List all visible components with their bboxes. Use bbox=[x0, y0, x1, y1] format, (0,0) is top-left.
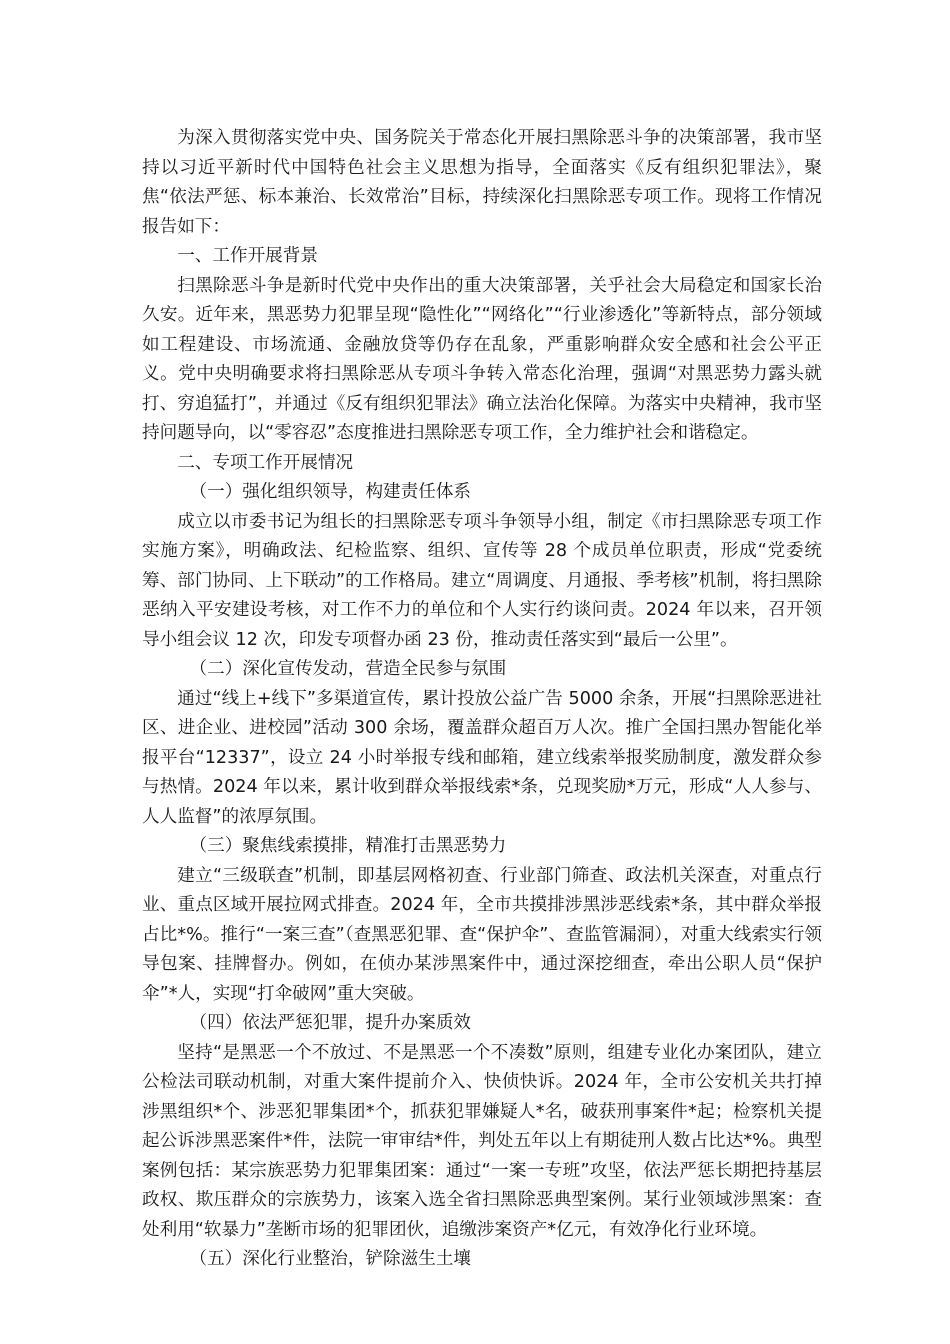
subsection-heading-2: （二）深化宣传发动，营造全民参与氛围 bbox=[189, 659, 507, 679]
intro-paragraph: 为深入贯彻落实党中央、国务院关于常态化开展扫黑除恶斗争的决策部署，我市坚持以习近平新时代中国特色社会主义思想为指导，全面落实《反有组织犯罪法》，聚焦“依法严惩、标本兼治、长效常治”目标，持续深化扫黑除恶专项工作。现将工作情况报告如下： bbox=[142, 128, 822, 237]
background-paragraph: 扫黑除恶斗争是新时代党中央作出的重大决策部署，关乎社会大局稳定和国家长治久安。近年来，黑恶势力犯罪呈现“隐性化”“网络化”“行业渗透化”等新特点，部分领域如工程建设、市场流通、金融放贷等仍存在乱象，严重影响群众安全感和社会公平正义。党中央明确要求将扫黑除恶从专项斗争转入常态化治理，强调“对黑恶势力露头就打、穷追猛打”，并通过《反有组织犯罪法》确立法治化保障。为落实中央精神，我市坚持问题导向，以“零容忍”态度推进扫黑除恶专项工作，全力维护社会和谐稳定。 bbox=[142, 275, 822, 443]
subsection-heading-1: （一）强化组织领导，构建责任体系 bbox=[189, 482, 472, 502]
subsection-heading-4: （四）依法严惩犯罪，提升办案质效 bbox=[189, 1013, 472, 1033]
subsection-paragraph-4: 坚持“是黑恶一个不放过、不是黑恶一个不凑数”原则，组建专业化办案团队，建立公检法司联动机制，对重大案件提前介入、快侦快诉。2024 年，全市公安机关共打掉涉黑组织*个、涉恶犯罪集团*个，抓获犯罪嫌疑人*名，破获刑事案件*起；检察机关提起公诉涉黑恶案件*件，法院一审审结*件，判处五年以上有期徒刑人数占比达*%。典型案例包括：某宗族恶势力犯罪集团案：通过“一案一专班”攻坚，依法严惩长期把持基层政权、欺压群众的宗族势力，该案入选全省扫黑除恶典型案例。某行业领域涉黑案：查处利用“软暴力”垄断市场的犯罪团伙，追缴涉案资产*亿元，有效净化行业环境。 bbox=[142, 1042, 822, 1240]
section-heading-background: 一、工作开展背景 bbox=[177, 246, 318, 266]
subsection-heading-3: （三）聚焦线索摸排，精准打击黑恶势力 bbox=[189, 836, 507, 856]
subsection-heading-5: （五）深化行业整治，铲除滋生土壤 bbox=[189, 1249, 472, 1269]
subsection-paragraph-2: 通过“线上+线下”多渠道宣传，累计投放公益广告 5000 余条，开展“扫黑除恶进社区、进企业、进校园”活动 300 余场，覆盖群众超百万人次。推广全国扫黑办智能化举报平台“12337”，设立 24 小时举报专线和邮箱，建立线索举报奖励制度，激发群众参与热情。2024 年以来，累计收到群众举报线索*条，兑现奖励*万元，形成“人人参与、人人监督”的浓厚氛围。 bbox=[142, 688, 822, 827]
section-heading-work-status: 二、专项工作开展情况 bbox=[177, 452, 354, 473]
subsection-paragraph-1: 成立以市委书记为组长的扫黑除恶专项斗争领导小组，制定《市扫黑除恶专项工作实施方案》，明确政法、纪检监察、组织、宣传等 28 个成员单位职责，形成“党委统筹、部门协同、上下联动”的工作格局。建立“周调度、月通报、季考核”机制，将扫黑除恶纳入平安建设考核，对工作不力的单位和个人实行约谈问责。2024 年以来，召开领导小组会议 12 次，印发专项督办函 23 份，推动责任落实到“最后一公里”。 bbox=[142, 511, 822, 650]
document-body bbox=[142, 124, 822, 1275]
subsection-paragraph-3: 建立“三级联查”机制，即基层网格初查、行业部门筛查、政法机关深查，对重点行业、重点区域开展拉网式排查。2024 年，全市共摸排涉黑涉恶线索*条，其中群众举报占比*%。推行“一案三查”（查黑恶犯罪、查“保护伞”、查监管漏洞），对重大线索实行领导包案、挂牌督办。例如，在侦办某涉黑案件中，通过深挖细查，牵出公职人员“保护伞”*人，实现“打伞破网”重大突破。 bbox=[142, 865, 822, 1004]
